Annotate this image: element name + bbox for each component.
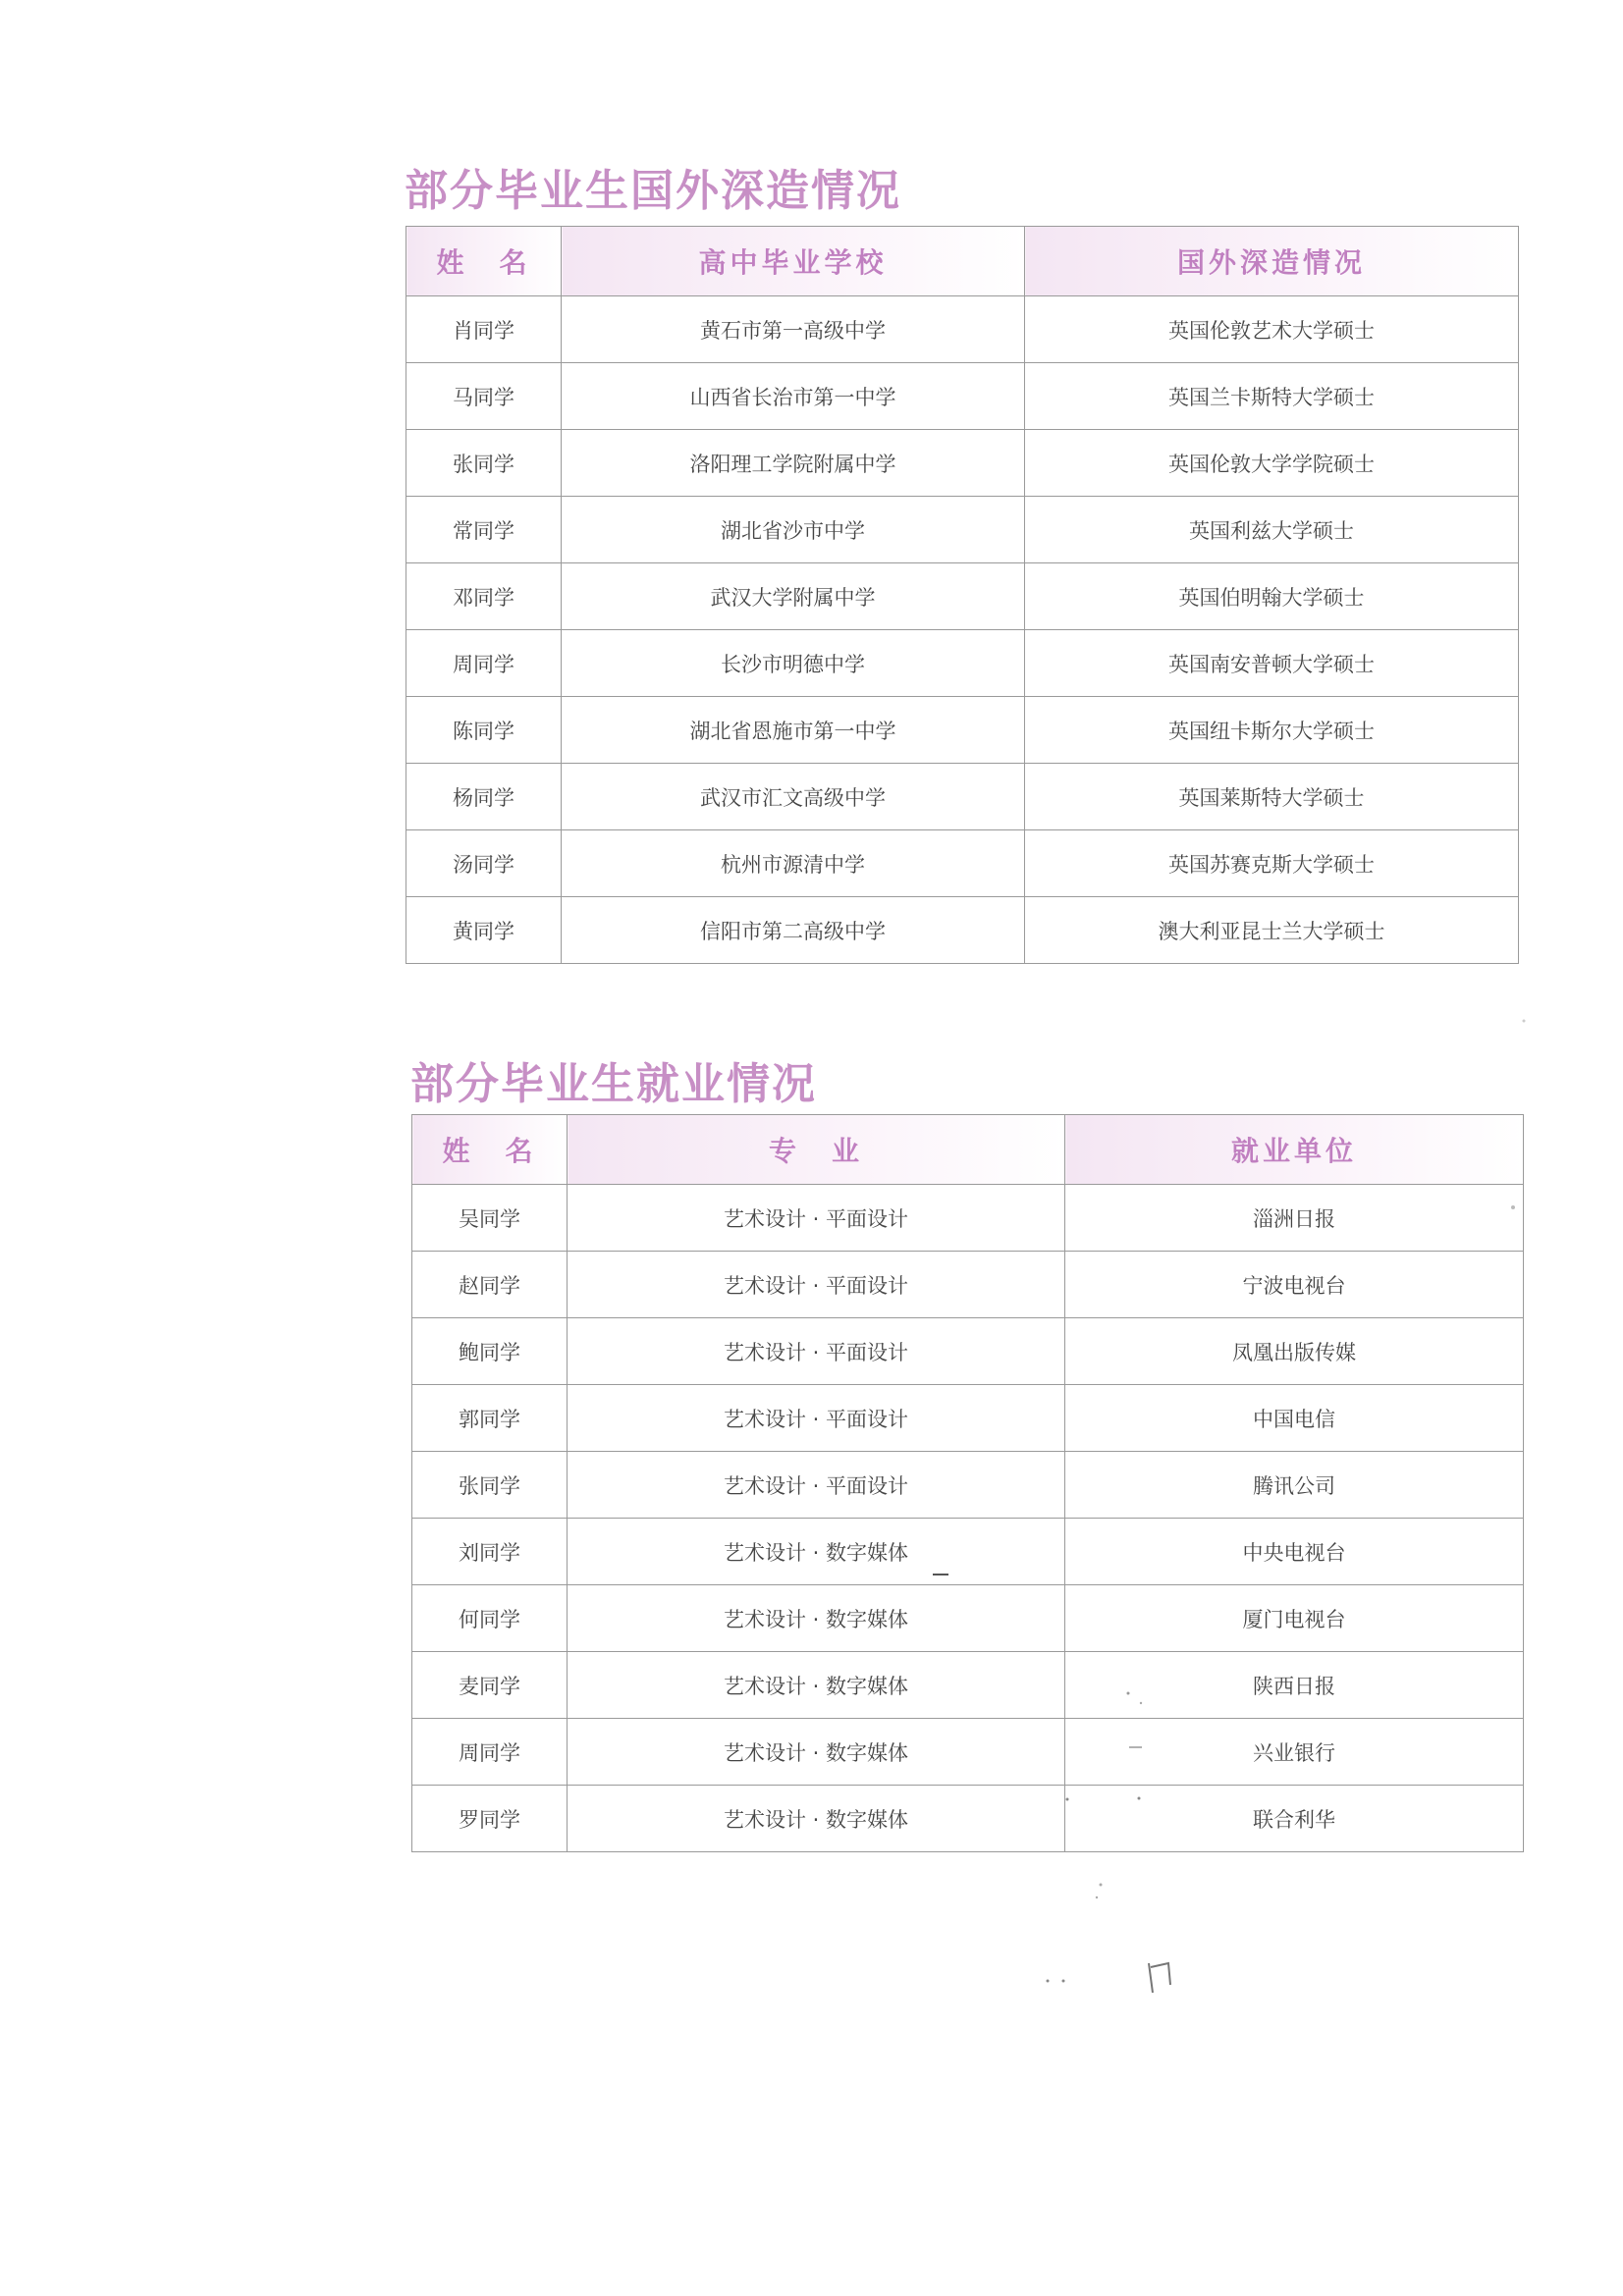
column-header-name: 姓 名 bbox=[412, 1115, 568, 1185]
employer-cell: 中国电信 bbox=[1065, 1385, 1524, 1452]
school-cell: 黄石市第一高级中学 bbox=[562, 296, 1025, 363]
scan-speck bbox=[1523, 1020, 1526, 1023]
table-row bbox=[412, 1452, 1524, 1519]
table-header-row bbox=[412, 1115, 1524, 1185]
column-header-major: 专 业 bbox=[568, 1115, 1065, 1185]
scan-speck bbox=[1100, 1884, 1103, 1887]
table-row bbox=[412, 1185, 1524, 1252]
school-cell: 武汉大学附属中学 bbox=[562, 563, 1025, 630]
student-name-cell: 黄同学 bbox=[406, 897, 562, 964]
table-row bbox=[412, 1786, 1524, 1852]
column-header-employer: 就业单位 bbox=[1065, 1115, 1524, 1185]
status-cell: 英国纽卡斯尔大学硕士 bbox=[1025, 697, 1519, 764]
major-cell: 艺术设计 · 平面设计 bbox=[568, 1385, 1065, 1452]
major-cell: 艺术设计 · 数字媒体 bbox=[568, 1519, 1065, 1585]
major-cell: 艺术设计 · 平面设计 bbox=[568, 1452, 1065, 1519]
table-row bbox=[406, 363, 1519, 430]
major-cell: 艺术设计 · 数字媒体 bbox=[568, 1585, 1065, 1652]
student-name-cell: 周同学 bbox=[406, 630, 562, 697]
school-cell: 信阳市第二高级中学 bbox=[562, 897, 1025, 964]
status-cell: 英国伦敦大学学院硕士 bbox=[1025, 430, 1519, 497]
status-cell: 英国莱斯特大学硕士 bbox=[1025, 764, 1519, 830]
column-header-name: 姓 名 bbox=[406, 227, 562, 296]
table-row bbox=[412, 1318, 1524, 1385]
table-row bbox=[406, 430, 1519, 497]
employment-title: 部分毕业生就业情况 bbox=[410, 1059, 817, 1109]
status-cell: 英国苏赛克斯大学硕士 bbox=[1025, 830, 1519, 897]
table-row bbox=[412, 1719, 1524, 1786]
school-cell: 武汉市汇文高级中学 bbox=[562, 764, 1025, 830]
table-row bbox=[406, 764, 1519, 830]
major-cell: 艺术设计 · 数字媒体 bbox=[568, 1719, 1065, 1786]
student-name-cell: 张同学 bbox=[406, 430, 562, 497]
column-header-status: 国外深造情况 bbox=[1025, 227, 1519, 296]
school-cell: 长沙市明德中学 bbox=[562, 630, 1025, 697]
employer-cell: 中央电视台 bbox=[1065, 1519, 1524, 1585]
table-row bbox=[406, 630, 1519, 697]
table-row bbox=[406, 830, 1519, 897]
scan-speck bbox=[1062, 1980, 1065, 1983]
major-cell: 艺术设计 · 数字媒体 bbox=[568, 1652, 1065, 1719]
school-cell: 湖北省沙市中学 bbox=[562, 497, 1025, 563]
major-cell: 艺术设计 · 平面设计 bbox=[568, 1318, 1065, 1385]
student-name-cell: 肖同学 bbox=[406, 296, 562, 363]
table-row bbox=[406, 296, 1519, 363]
employer-cell: 凤凰出版传媒 bbox=[1065, 1318, 1524, 1385]
graduate-name-cell: 刘同学 bbox=[412, 1519, 568, 1585]
school-cell: 杭州市源清中学 bbox=[562, 830, 1025, 897]
table-row bbox=[412, 1385, 1524, 1452]
major-cell: 艺术设计 · 数字媒体 bbox=[568, 1786, 1065, 1852]
graduate-name-cell: 鲍同学 bbox=[412, 1318, 568, 1385]
student-name-cell: 陈同学 bbox=[406, 697, 562, 764]
student-name-cell: 马同学 bbox=[406, 363, 562, 430]
school-cell: 湖北省恩施市第一中学 bbox=[562, 697, 1025, 764]
major-cell: 艺术设计 · 平面设计 bbox=[568, 1185, 1065, 1252]
table-row bbox=[412, 1519, 1524, 1585]
school-cell: 山西省长治市第一中学 bbox=[562, 363, 1025, 430]
student-name-cell: 汤同学 bbox=[406, 830, 562, 897]
table-row bbox=[406, 497, 1519, 563]
table-row bbox=[406, 897, 1519, 964]
status-cell: 英国兰卡斯特大学硕士 bbox=[1025, 363, 1519, 430]
employer-cell: 淄洲日报 bbox=[1065, 1185, 1524, 1252]
table-row bbox=[406, 563, 1519, 630]
employer-cell: 宁波电视台 bbox=[1065, 1252, 1524, 1318]
graduate-name-cell: 郭同学 bbox=[412, 1385, 568, 1452]
table-header-row bbox=[406, 227, 1519, 296]
employment-table bbox=[411, 1114, 1524, 1852]
student-name-cell: 邓同学 bbox=[406, 563, 562, 630]
major-cell: 艺术设计 · 平面设计 bbox=[568, 1252, 1065, 1318]
student-name-cell: 杨同学 bbox=[406, 764, 562, 830]
table-row bbox=[412, 1585, 1524, 1652]
table-row bbox=[406, 697, 1519, 764]
status-cell: 英国利兹大学硕士 bbox=[1025, 497, 1519, 563]
graduate-name-cell: 罗同学 bbox=[412, 1786, 568, 1852]
graduate-name-cell: 何同学 bbox=[412, 1585, 568, 1652]
column-header-school: 高中毕业学校 bbox=[562, 227, 1025, 296]
table-row bbox=[412, 1252, 1524, 1318]
graduate-name-cell: 赵同学 bbox=[412, 1252, 568, 1318]
scan-speck bbox=[1047, 1980, 1050, 1983]
school-cell: 洛阳理工学院附属中学 bbox=[562, 430, 1025, 497]
status-cell: 英国伯明翰大学硕士 bbox=[1025, 563, 1519, 630]
status-cell: 英国南安普顿大学硕士 bbox=[1025, 630, 1519, 697]
study-abroad-title: 部分毕业生国外深造情况 bbox=[405, 166, 901, 216]
employer-cell: 陕西日报 bbox=[1065, 1652, 1524, 1719]
graduate-name-cell: 周同学 bbox=[412, 1719, 568, 1786]
scan-speck bbox=[1096, 1896, 1098, 1898]
employer-cell: 厦门电视台 bbox=[1065, 1585, 1524, 1652]
status-cell: 澳大利亚昆士兰大学硕士 bbox=[1025, 897, 1519, 964]
graduate-name-cell: 吴同学 bbox=[412, 1185, 568, 1252]
employer-cell: 联合利华 bbox=[1065, 1786, 1524, 1852]
employer-cell: 兴业银行 bbox=[1065, 1719, 1524, 1786]
graduate-name-cell: 麦同学 bbox=[412, 1652, 568, 1719]
scan-speck bbox=[1149, 1963, 1170, 1993]
student-name-cell: 常同学 bbox=[406, 497, 562, 563]
status-cell: 英国伦敦艺术大学硕士 bbox=[1025, 296, 1519, 363]
employer-cell: 腾讯公司 bbox=[1065, 1452, 1524, 1519]
study-abroad-table bbox=[406, 226, 1519, 964]
table-row bbox=[412, 1652, 1524, 1719]
graduate-name-cell: 张同学 bbox=[412, 1452, 568, 1519]
